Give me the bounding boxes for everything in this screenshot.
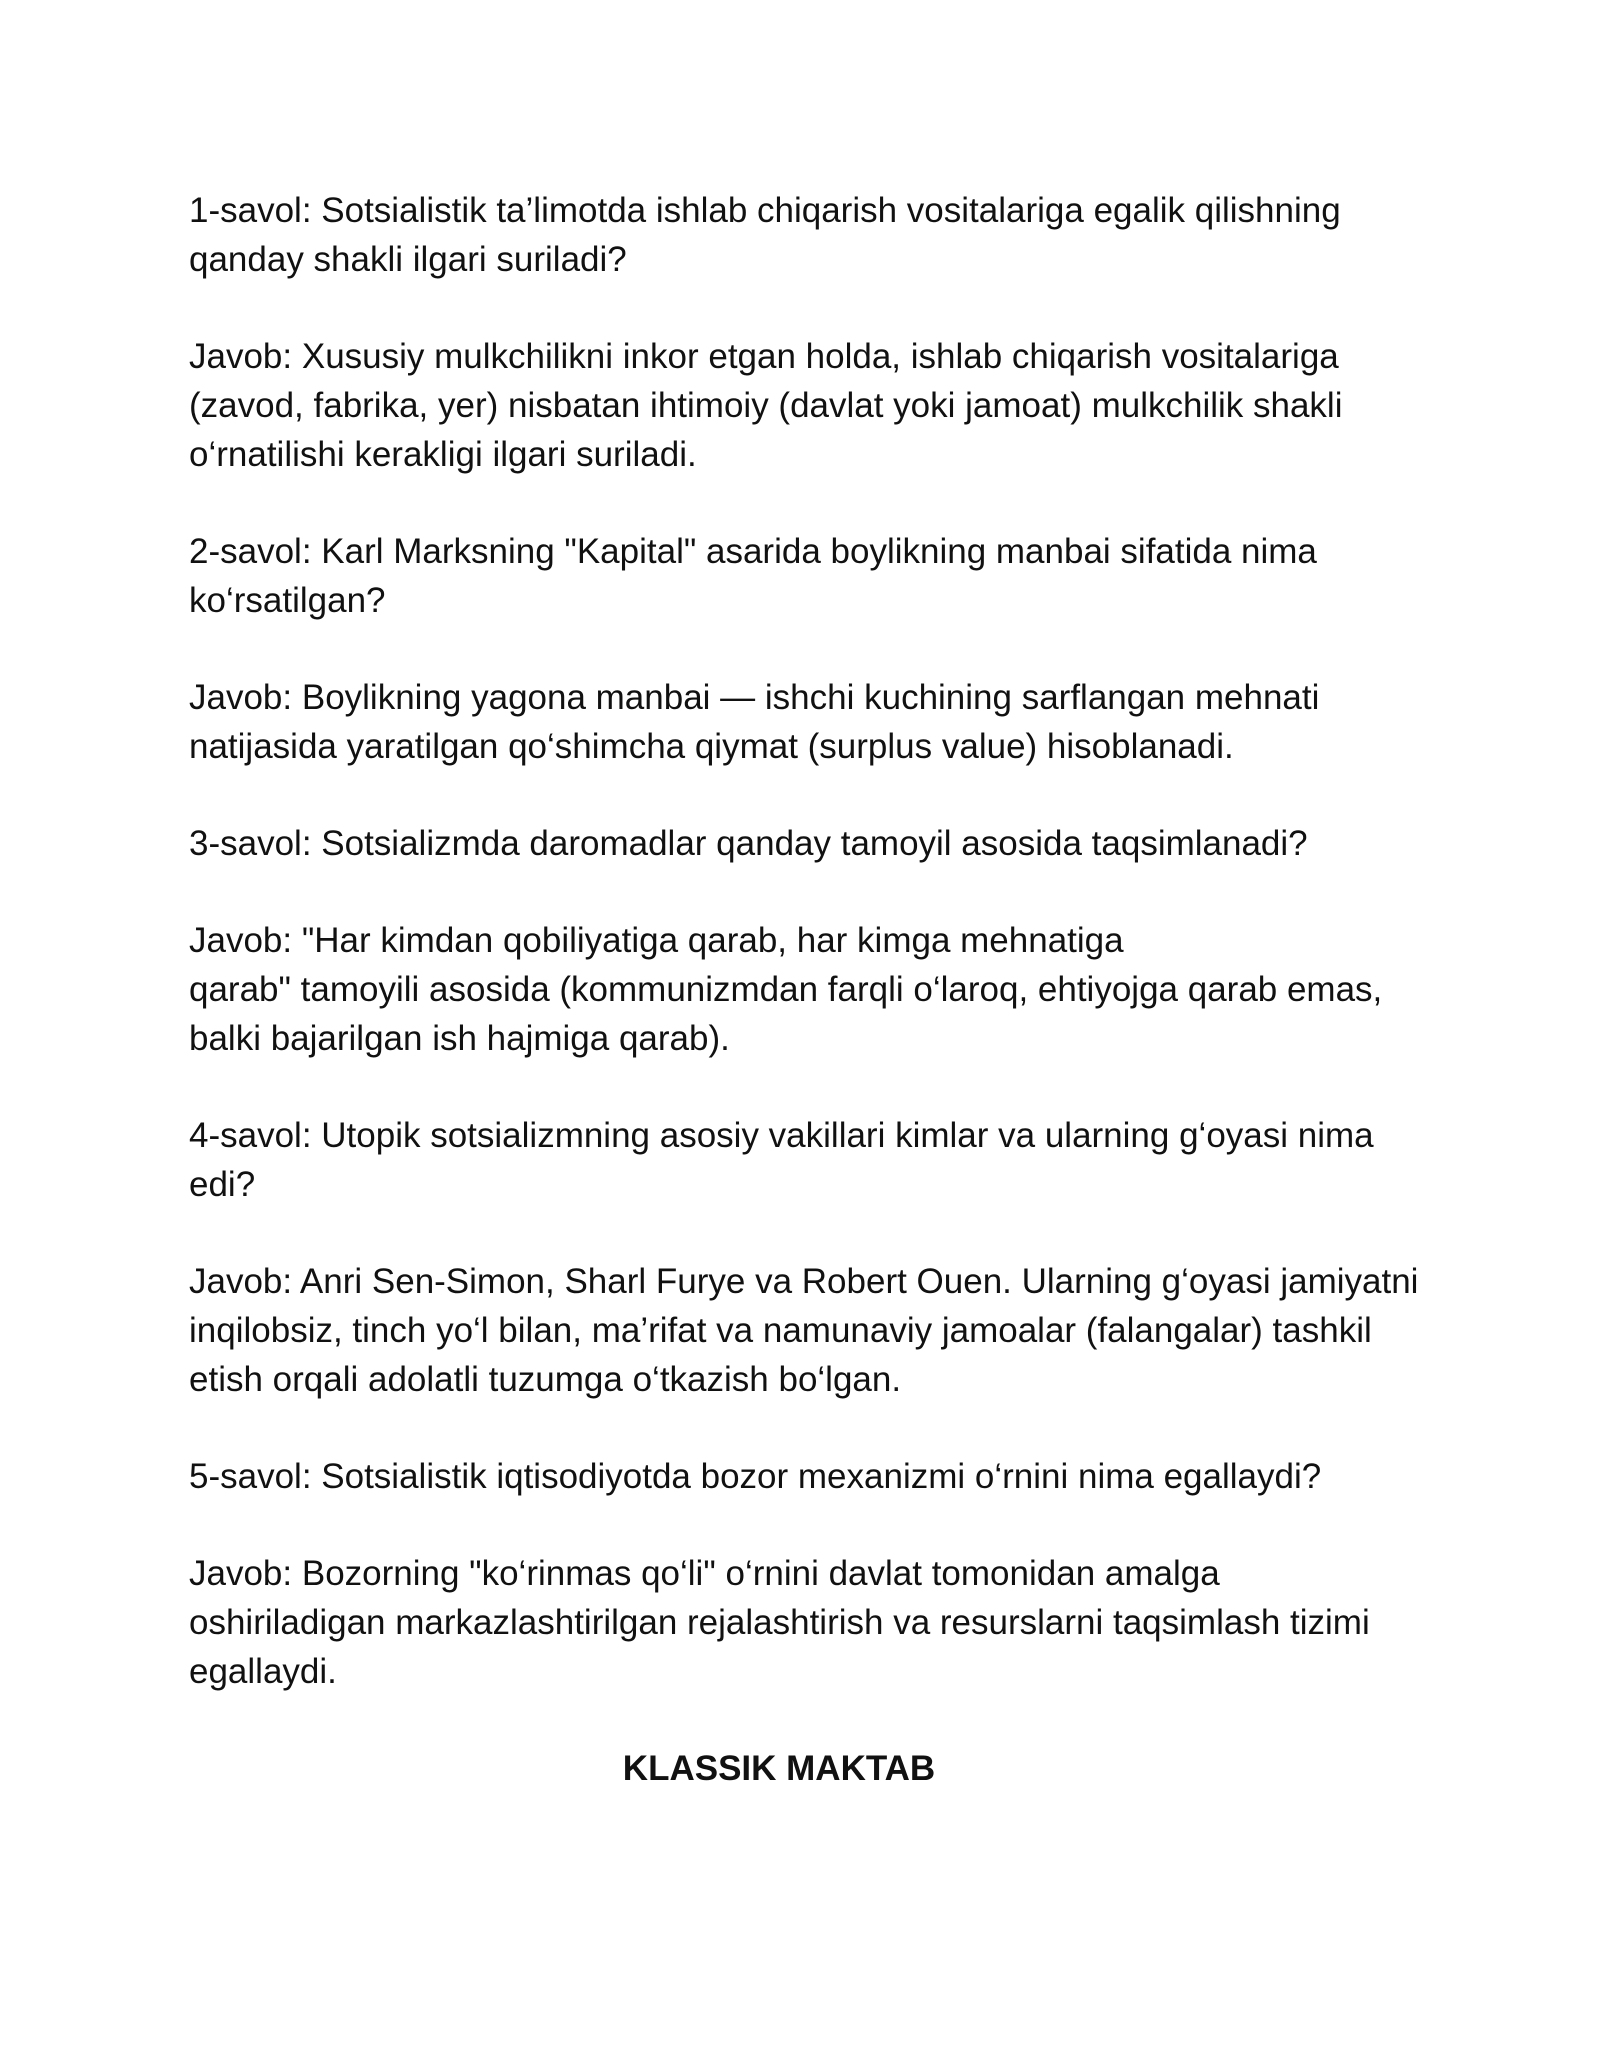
answer-4: Javob: Anri Sen-Simon, Sharl Furye va Robert Ouen. Ularning g‘oyasi jamiyatni inqilobsiz, tinch yo‘l bilan, ma’rifat va namunaviy jamoalar (falangalar) tashkil etish orqali adolatli tuzumga o‘tkazish bo‘lgan. bbox=[189, 1262, 1419, 1399]
question-5: 5-savol: Sotsialistik iqtisodiyotda bozor mexanizmi o‘rnini nima egallaydi? bbox=[189, 1457, 1322, 1496]
question-2: 2-savol: Karl Marksning "Kapital" asarida boylikning manbai sifatida nima ko‘rsatilgan? bbox=[189, 532, 1317, 620]
answer-3-line-2: qarab" tamoyili asosida (kommunizmdan farqli o‘laroq, ehtiyojga qarab emas, balki bajarilgan ish hajmiga qarab). bbox=[189, 970, 1383, 1058]
question-3: 3-savol: Sotsializmda daromadlar qanday tamoyil asosida taqsimlanadi? bbox=[189, 824, 1308, 863]
answer-3-line-1: Javob: "Har kimdan qobiliyatiga qarab, har kimga mehnatiga bbox=[189, 921, 1124, 960]
answer-1: Javob: Xususiy mulkchilikni inkor etgan holda, ishlab chiqarish vositalariga (zavod, fabrika, yer) nisbatan ihtimoiy (davlat yoki jamoat) mulkchilik shakli o‘rnatilishi kerakligi ilgari suriladi. bbox=[189, 337, 1343, 474]
answer-2: Javob: Boylikning yagona manbai — ishchi kuchining sarflangan mehnati natijasida yaratilgan qo‘shimcha qiymat (surplus value) hisoblanadi. bbox=[189, 678, 1320, 766]
question-1: 1-savol: Sotsialistik ta’limotda ishlab chiqarish vositalariga egalik qilishning qanday shakli ilgari suriladi? bbox=[189, 191, 1341, 279]
answer-3 bbox=[189, 916, 1419, 1063]
section-heading: KLASSIK MAKTAB bbox=[622, 1749, 936, 1788]
document-body bbox=[189, 186, 1419, 1793]
question-4: 4-savol: Utopik sotsializmning asosiy vakillari kimlar va ularning g‘oyasi nima edi? bbox=[189, 1116, 1374, 1204]
answer-5: Javob: Bozorning "ko‘rinmas qo‘li" o‘rnini davlat tomonidan amalga oshiriladigan markazlashtirilgan rejalashtirish va resurslarni taqsimlash tizimi egallaydi. bbox=[189, 1554, 1370, 1691]
